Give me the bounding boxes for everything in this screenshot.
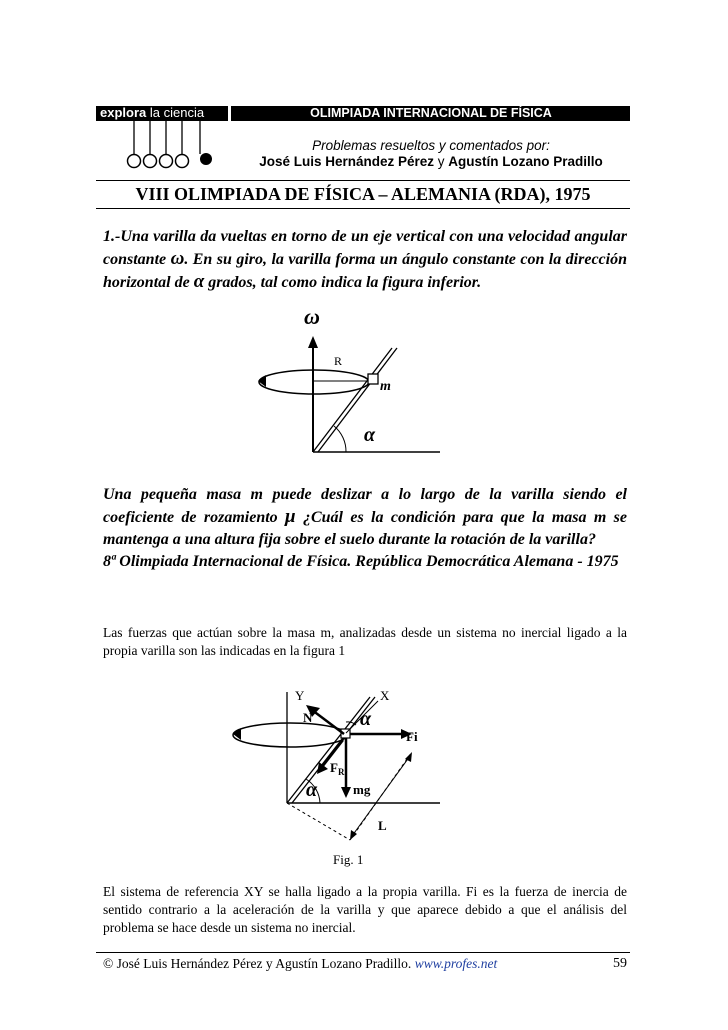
figure-caption: Fig. 1	[333, 852, 364, 867]
banner-title: OLIMPIADA INTERNACIONAL DE FÍSICA	[310, 106, 552, 120]
footer-rule	[96, 952, 630, 953]
page-number: 59	[613, 956, 627, 971]
solved-by-text: Problemas resueltos y comentados por:	[312, 138, 550, 153]
r-label: R	[334, 354, 343, 368]
alpha-top-label: α	[360, 708, 372, 730]
forces-paragraph: Las fuerzas que actúan sobre la masa m, analizadas desde un sistema no inercial ligado a la propia varilla son las indicadas en la figura 1	[103, 625, 627, 658]
alpha-bottom-label: α	[306, 779, 318, 801]
authors-line: José Luis Hernández Pérez y Agustín Lozano Pradillo	[259, 154, 603, 169]
mg-label: mg	[353, 782, 371, 797]
problem-question: Una pequeña masa m puede deslizar a lo largo de la varilla siendo el coeficiente de rozamiento μ ¿Cuál es la condición para que la masa m se mantenga a una altura fija sobre el suelo durante la rotación de la varilla? 8ª Olimpiada Internacional de Física. República Democrática Alemana - 1975	[103, 486, 628, 570]
fi-label: Fi	[406, 729, 418, 744]
x-axis-label: X	[380, 688, 390, 703]
reference-paragraph: El sistema de referencia XY se halla ligado a la propia varilla. Fi es la fuerza de inercia de sentido contrario a la aceleración de la varilla y que aparece debido a que el análisis del problema se hace desde un sistema no inercial.	[103, 884, 627, 935]
section-title: VIII OLIMPIADA DE FÍSICA – ALEMANIA (RDA), 1975	[135, 184, 591, 204]
brand-logo-text: explora la ciencia	[100, 105, 205, 120]
alpha-label: α	[364, 424, 376, 446]
l-label: L	[378, 818, 387, 833]
n-label: N	[303, 710, 313, 725]
omega-label: ω	[304, 304, 320, 329]
fr-label: $F_R$	[330, 760, 345, 777]
footer-link[interactable]: www.profes.net	[414, 956, 498, 971]
y-axis-label: Y	[295, 688, 305, 703]
footer-copyright: © José Luis Hernández Pérez y Agustín Lozano Pradillo. www.profes.net	[103, 956, 498, 971]
problem-statement: 1.-Una varilla da vueltas en torno de un eje vertical con una velocidad angular constante ω. En su giro, la varilla forma un ángulo constante con la dirección horizontal de α grados, tal como indica la figura inferior.	[103, 228, 627, 292]
m-label: m	[380, 379, 391, 394]
